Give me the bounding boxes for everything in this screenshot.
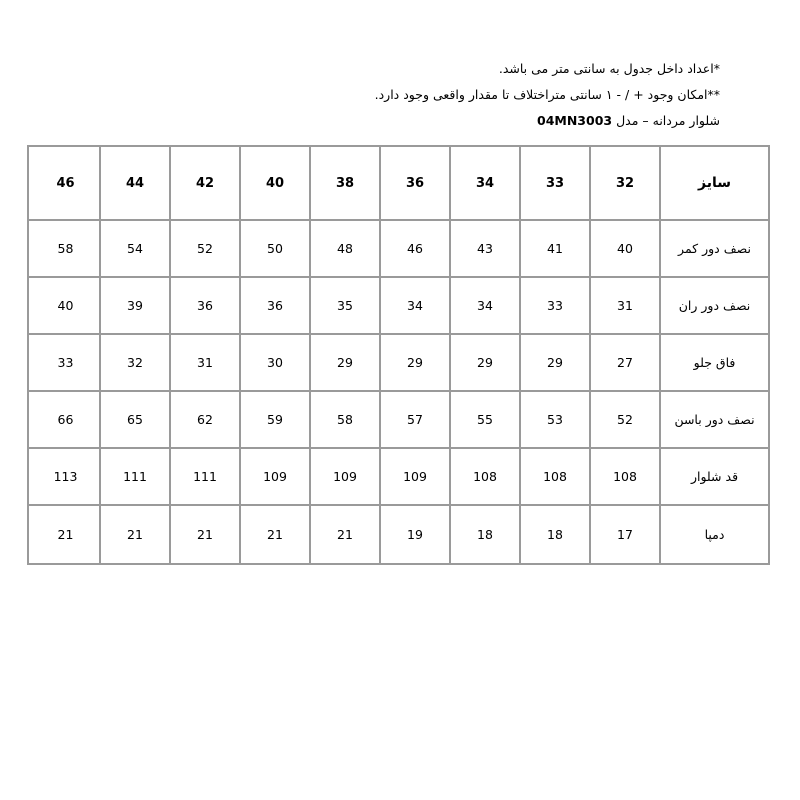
table-cell: 109 bbox=[309, 449, 379, 504]
size-header-cell: 36 bbox=[379, 147, 449, 219]
row-label-cell: نصف دور ران bbox=[659, 278, 770, 333]
table-row bbox=[29, 506, 770, 563]
table-cell: 65 bbox=[99, 392, 169, 447]
table-cell: 19 bbox=[379, 506, 449, 563]
size-header-cell: 44 bbox=[99, 147, 169, 219]
table-cell: 62 bbox=[169, 392, 239, 447]
table-row bbox=[29, 221, 770, 278]
table-cell: 108 bbox=[449, 449, 519, 504]
table-cell: 108 bbox=[519, 449, 589, 504]
table-cell: 18 bbox=[449, 506, 519, 563]
row-label-cell: فاق جلو bbox=[659, 335, 770, 390]
size-header-cell: 40 bbox=[239, 147, 309, 219]
table-cell: 21 bbox=[169, 506, 239, 563]
row-label-cell: قد شلوار bbox=[659, 449, 770, 504]
table-cell: 34 bbox=[379, 278, 449, 333]
table-cell: 58 bbox=[57, 241, 74, 256]
table-cell: 33 bbox=[57, 355, 74, 370]
product-title bbox=[220, 108, 720, 134]
table-cell: 58 bbox=[309, 392, 379, 447]
size-header-cell: 46 bbox=[56, 175, 75, 191]
table-header-row bbox=[29, 147, 770, 221]
table-cell: 40 bbox=[589, 221, 659, 276]
table-cell: 59 bbox=[239, 392, 309, 447]
table-cell: 48 bbox=[309, 221, 379, 276]
table-cell: 36 bbox=[239, 278, 309, 333]
table-cell: 31 bbox=[589, 278, 659, 333]
table-row bbox=[29, 392, 770, 449]
table-cell: 111 bbox=[169, 449, 239, 504]
product-label: شلوار مردانه – مدل bbox=[616, 113, 720, 128]
table-cell: 52 bbox=[169, 221, 239, 276]
size-header-cell: 34 bbox=[449, 147, 519, 219]
note-tolerance: **امکان وجود + / - ۱ سانتی متراختلاف تا مقدار واقعی وجود دارد. bbox=[374, 87, 720, 102]
table-cell: 36 bbox=[169, 278, 239, 333]
notes bbox=[220, 56, 720, 134]
table-cell: 40 bbox=[57, 298, 74, 313]
row-label-cell: نصف دور کمر bbox=[659, 221, 770, 276]
size-header-cell: 33 bbox=[519, 147, 589, 219]
table-cell: 17 bbox=[589, 506, 659, 563]
model-code: 04MN3003 bbox=[537, 113, 613, 128]
table-cell: 18 bbox=[519, 506, 589, 563]
table-cell: 29 bbox=[379, 335, 449, 390]
size-header-cell: 32 bbox=[589, 147, 659, 219]
row-label-cell: نصف دور باسن bbox=[659, 392, 770, 447]
table-cell: 35 bbox=[309, 278, 379, 333]
table-cell: 113 bbox=[53, 469, 78, 484]
table-cell: 43 bbox=[449, 221, 519, 276]
table-cell: 54 bbox=[99, 221, 169, 276]
table-cell: 21 bbox=[57, 527, 74, 542]
size-header-cell: 42 bbox=[169, 147, 239, 219]
table-cell: 29 bbox=[449, 335, 519, 390]
table-cell: 34 bbox=[449, 278, 519, 333]
table-cell: 53 bbox=[519, 392, 589, 447]
table-cell: 29 bbox=[309, 335, 379, 390]
table-cell: 109 bbox=[379, 449, 449, 504]
table-cell: 29 bbox=[519, 335, 589, 390]
table-cell: 55 bbox=[449, 392, 519, 447]
table-cell: 41 bbox=[519, 221, 589, 276]
table-cell: 66 bbox=[57, 412, 74, 427]
header-label-cell: سایز bbox=[659, 147, 770, 219]
table-cell: 46 bbox=[379, 221, 449, 276]
table-cell: 27 bbox=[589, 335, 659, 390]
table-row bbox=[29, 449, 770, 506]
table-row bbox=[29, 335, 770, 392]
table-cell: 21 bbox=[239, 506, 309, 563]
table-cell: 39 bbox=[99, 278, 169, 333]
table-cell: 111 bbox=[99, 449, 169, 504]
table-cell: 30 bbox=[239, 335, 309, 390]
size-table bbox=[27, 145, 770, 565]
note-units: *اعداد داخل جدول به سانتی متر می باشد. bbox=[498, 61, 720, 76]
table-cell: 31 bbox=[169, 335, 239, 390]
table-cell: 21 bbox=[99, 506, 169, 563]
table-cell: 33 bbox=[519, 278, 589, 333]
table-cell: 32 bbox=[99, 335, 169, 390]
table-row bbox=[29, 278, 770, 335]
table-cell: 57 bbox=[379, 392, 449, 447]
table-cell: 108 bbox=[589, 449, 659, 504]
table-cell: 109 bbox=[239, 449, 309, 504]
table-cell: 52 bbox=[589, 392, 659, 447]
size-header-cell: 38 bbox=[309, 147, 379, 219]
table-cell: 21 bbox=[309, 506, 379, 563]
row-label-cell: دمپا bbox=[659, 506, 770, 563]
table-cell: 50 bbox=[239, 221, 309, 276]
